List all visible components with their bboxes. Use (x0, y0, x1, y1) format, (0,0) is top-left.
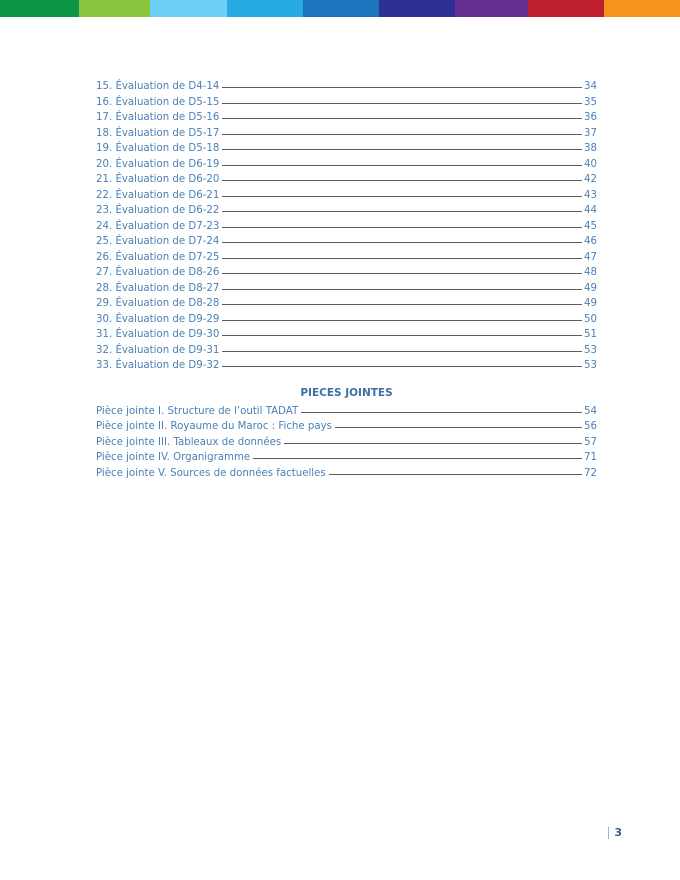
toc-leader-line (329, 474, 582, 475)
toc-entry-label: Pièce jointe II. Royaume du Maroc : Fiche pays (96, 421, 332, 432)
toc-entry-page: 48 (584, 267, 597, 278)
toc-entry-label: Pièce jointe I. Structure de l’outil TADAT (96, 405, 299, 417)
toc-entry-label: 18. Évaluation de D5-17 (96, 127, 220, 139)
toc-entry[interactable] (96, 236, 597, 252)
toc-entry-page: 72 (584, 467, 597, 479)
toc-leader-line (222, 118, 582, 119)
toc-entry[interactable] (96, 159, 597, 175)
toc-entry-page: 54 (584, 405, 597, 417)
toc-entry[interactable] (96, 97, 597, 113)
toc-leader-line (222, 103, 582, 104)
toc-entries-list (96, 81, 597, 376)
toc-entry[interactable] (96, 81, 597, 97)
toc-entry-label: 25. Évaluation de D7-24 (96, 236, 220, 247)
toc-entry-label: 28. Évaluation de D8-27 (96, 282, 220, 294)
toc-leader-line (301, 412, 582, 413)
color-segment (455, 0, 528, 17)
toc-leader-line (222, 165, 582, 166)
toc-entry[interactable] (96, 345, 597, 361)
toc-entry-page: 45 (584, 220, 597, 232)
toc-entry-page: 43 (584, 189, 597, 201)
toc-entry-page: 56 (584, 421, 597, 432)
color-segment (604, 0, 680, 17)
toc-entry-label: 15. Évaluation de D4-14 (96, 81, 220, 92)
toc-entry-page: 47 (584, 251, 597, 263)
toc-entry-label: 31. Évaluation de D9-30 (96, 329, 220, 340)
color-segment (528, 0, 604, 17)
toc-entry[interactable] (96, 112, 597, 128)
toc-leader-line (284, 443, 582, 444)
toc-entry-label: Pièce jointe V. Sources de données factuelles (96, 467, 326, 479)
toc-entry[interactable] (96, 314, 597, 330)
toc-entry-label: 24. Évaluation de D7-23 (96, 220, 220, 232)
toc-leader-line (222, 180, 582, 181)
toc-entry-page: 36 (584, 112, 597, 123)
toc-entry[interactable] (96, 421, 597, 437)
toc-entry[interactable] (96, 190, 597, 206)
toc-entry-page: 35 (584, 96, 597, 108)
toc-leader-line (222, 242, 582, 243)
toc-entry[interactable] (96, 406, 597, 422)
toc-entry-label: 32. Évaluation de D9-31 (96, 344, 220, 356)
toc-entry-page: 53 (584, 344, 597, 356)
toc-leader-line (222, 196, 582, 197)
toc-entry-page: 44 (584, 205, 597, 216)
toc-entry[interactable] (96, 298, 597, 314)
toc-entry-label: 29. Évaluation de D8-28 (96, 298, 220, 309)
toc-entry[interactable] (96, 468, 597, 484)
toc-entry-label: 19. Évaluation de D5-18 (96, 143, 220, 154)
toc-leader-line (222, 304, 582, 305)
toc-leader-line (222, 149, 582, 150)
color-segment (150, 0, 227, 17)
toc-entry[interactable] (96, 283, 597, 299)
color-segment (379, 0, 455, 17)
toc-entry-label: 27. Évaluation de D8-26 (96, 267, 220, 278)
toc-leader-line (222, 320, 582, 321)
toc-entry-page: 40 (584, 158, 597, 170)
toc-entry-page: 50 (584, 313, 597, 325)
toc-entry[interactable] (96, 329, 597, 345)
toc-entry-page: 49 (584, 282, 597, 294)
toc-leader-line (222, 227, 582, 228)
toc-entry[interactable] (96, 128, 597, 144)
toc-entry-label: 17. Évaluation de D5-16 (96, 112, 220, 123)
toc-entry-page: 37 (584, 127, 597, 139)
toc-leader-line (222, 258, 582, 259)
toc-entry-page: 38 (584, 143, 597, 154)
attachments-heading: PIECES JOINTES (300, 386, 393, 399)
toc-entry-page: 49 (584, 298, 597, 309)
toc-entry[interactable] (96, 437, 597, 453)
toc-leader-line (222, 351, 582, 352)
toc-entry[interactable] (96, 360, 597, 376)
toc-entry[interactable] (96, 452, 597, 468)
toc-attachments-list (96, 406, 597, 484)
toc-entry-page: 51 (584, 329, 597, 340)
toc-entry-label: 23. Évaluation de D6-22 (96, 205, 220, 216)
toc-entry[interactable] (96, 205, 597, 221)
toc-leader-line (335, 427, 582, 428)
toc-leader-line (222, 335, 582, 336)
toc-entry-label: 20. Évaluation de D6-19 (96, 158, 220, 170)
toc-leader-line (253, 458, 582, 459)
toc-entry[interactable] (96, 143, 597, 159)
color-segment (227, 0, 303, 17)
header-color-band (0, 0, 680, 17)
table-of-contents (96, 81, 597, 483)
toc-entry-label: 30. Évaluation de D9-29 (96, 313, 220, 325)
toc-entry-page: 46 (584, 236, 597, 247)
toc-entry-label: 16. Évaluation de D5-15 (96, 96, 220, 108)
toc-entry-label: Pièce jointe III. Tableaux de données (96, 436, 282, 448)
toc-entry-page: 53 (584, 360, 597, 371)
toc-entry-label: 26. Évaluation de D7-25 (96, 251, 220, 263)
toc-leader-line (222, 211, 582, 212)
toc-entry-page: 71 (584, 452, 597, 463)
color-segment (0, 0, 79, 17)
color-segment (79, 0, 150, 17)
color-segment (303, 0, 379, 17)
toc-leader-line (222, 87, 582, 88)
page-number: 3 (614, 826, 622, 839)
toc-leader-line (222, 289, 582, 290)
toc-entry-label: Pièce jointe IV. Organigramme (96, 452, 251, 463)
toc-entry-page: 34 (584, 81, 597, 92)
page-footer (608, 826, 622, 839)
toc-entry-page: 42 (584, 174, 597, 185)
toc-entry-label: 21. Évaluation de D6-20 (96, 174, 220, 185)
toc-entry-label: 33. Évaluation de D9-32 (96, 360, 220, 371)
footer-separator (608, 827, 609, 839)
toc-entry[interactable] (96, 174, 597, 190)
toc-entry[interactable] (96, 252, 597, 268)
toc-entry[interactable] (96, 221, 597, 237)
toc-entry[interactable] (96, 267, 597, 283)
toc-entry-page: 57 (584, 436, 597, 448)
toc-leader-line (222, 273, 582, 274)
toc-leader-line (222, 134, 582, 135)
toc-entry-label: 22. Évaluation de D6-21 (96, 189, 220, 201)
toc-leader-line (222, 366, 582, 367)
